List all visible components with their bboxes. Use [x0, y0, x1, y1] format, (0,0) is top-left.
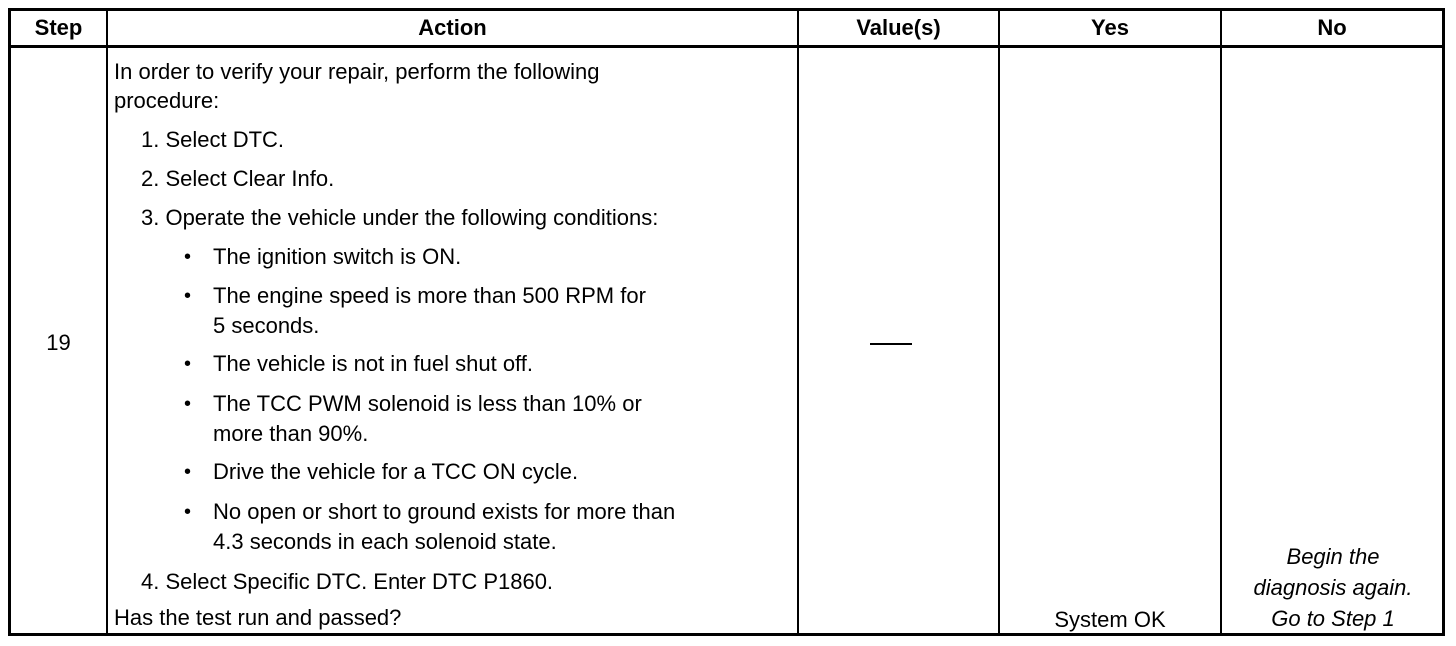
condition-1: The ignition switch is ON.	[213, 244, 462, 269]
bullet-icon: •	[184, 353, 192, 375]
bullet-icon: •	[184, 285, 192, 307]
header-step: Step	[34, 15, 83, 40]
condition-4-line2: more than 90%.	[213, 421, 369, 446]
header-yes: Yes	[1091, 15, 1129, 40]
value-dash	[870, 343, 912, 345]
condition-3: The vehicle is not in fuel shut off.	[213, 351, 533, 376]
no-result-line1: Begin the	[1286, 544, 1380, 569]
header-action: Action	[418, 15, 487, 40]
column-divider	[797, 8, 799, 636]
bullet-icon: •	[184, 501, 192, 523]
header-divider	[8, 45, 1445, 48]
bullet-icon: •	[184, 461, 192, 483]
header-no: No	[1317, 15, 1347, 40]
step-number: 19	[46, 330, 71, 355]
action-intro-line1: In order to verify your repair, perform the following	[114, 59, 600, 84]
yes-result: System OK	[1054, 607, 1166, 632]
action-item-4: 4. Select Specific DTC. Enter DTC P1860.	[141, 569, 554, 594]
action-item-1: 1. Select DTC.	[141, 127, 285, 152]
condition-6-line2: 4.3 seconds in each solenoid state.	[213, 529, 557, 554]
no-result-line2: diagnosis again.	[1253, 575, 1413, 600]
condition-6-line1: No open or short to ground exists for more than	[213, 499, 676, 524]
header-values: Value(s)	[856, 15, 941, 40]
action-question: Has the test run and passed?	[114, 605, 402, 630]
column-divider	[998, 8, 1000, 636]
condition-2-line2: 5 seconds.	[213, 313, 320, 338]
action-item-2: 2. Select Clear Info.	[141, 166, 335, 191]
no-result	[1222, 541, 1444, 634]
condition-4-line1: The TCC PWM solenoid is less than 10% or	[213, 391, 642, 416]
column-divider	[106, 8, 108, 636]
condition-2-line1: The engine speed is more than 500 RPM for	[213, 283, 646, 308]
bullet-icon: •	[184, 393, 192, 415]
condition-5: Drive the vehicle for a TCC ON cycle.	[213, 459, 579, 484]
bullet-icon: •	[184, 246, 192, 268]
action-intro-line2: procedure:	[114, 88, 220, 113]
action-item-3: 3. Operate the vehicle under the following conditions:	[141, 205, 659, 230]
no-result-line3: Go to Step 1	[1271, 606, 1395, 631]
